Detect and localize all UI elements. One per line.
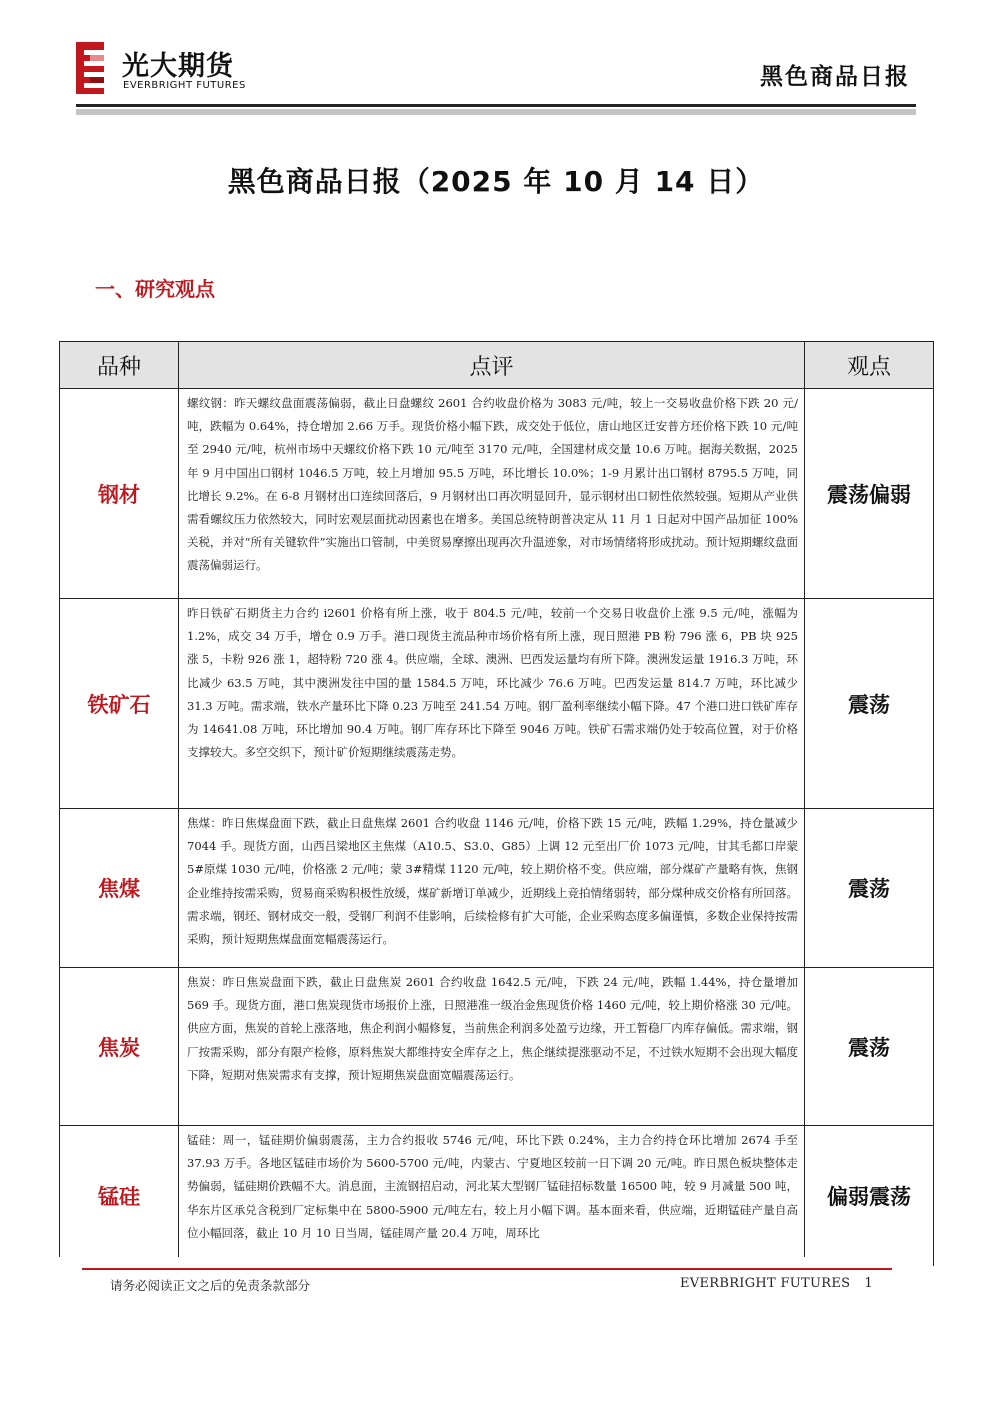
header-divider-shadow: [76, 109, 916, 115]
comment-cell: 焦煤：昨日焦煤盘面下跌，截止日盘焦煤 2601 合约收盘 1146 元/吨，价格下跌 15 元/吨，跌幅 1.29%，持仓量减少 7044 手。现货方面，山西吕梁地区主焦煤（A10.5、S3.0、G85）上调 12 元至出厂价 1073 元/吨，甘其毛都口岸蒙 5#原煤 1030 元/吨，价格涨 2 元/吨；蒙 3#精煤 1120 元/吨，较上期价格不变。供应端，部分煤矿产量略有恢，焦钢企业维持按需采购，贸易商采购积极性放缓，煤矿新增订单减少，近期线上竞拍情绪弱转，部分煤种成交价格有所回落。需求端，钢坯、钢材成交一般，受钢厂利润不佳影响，后续检修有扩大可能，企业采购态度多偏谨慎，多数企业保持按需采购，预计短期焦煤盘面宽幅震荡运行。: [179, 809, 805, 968]
table-row: [60, 1126, 934, 1266]
view-cell: 偏弱震荡: [805, 1126, 934, 1266]
footer-disclaimer: 请务必阅读正文之后的免责条款部分: [110, 1278, 311, 1293]
page-number: 1: [864, 1276, 873, 1291]
header-divider: [76, 104, 916, 107]
table-row: [60, 389, 934, 599]
logo-name-en: EVERBRIGHT FUTURES: [123, 80, 246, 91]
footer-company-name: EVERBRIGHT FUTURES: [680, 1276, 851, 1291]
variety-cell: 焦煤: [60, 809, 179, 968]
header-comment: 点评: [179, 342, 805, 389]
company-logo: [76, 42, 276, 100]
everbright-logo-icon: [76, 42, 104, 94]
comment-cell: 螺纹钢：昨天螺纹盘面震荡偏弱，截止日盘螺纹 2601 合约收盘价格为 3083 元/吨，较上一交易收盘价格下跌 20 元/吨，跌幅为 0.64%，持仓增加 2.66 万手。现货价格小幅下跌，成交处于低位，唐山地区迁安普方坯价格下跌 10 元/吨至 2940 元/吨，杭州市场中天螺纹价格下跌 10 元/吨至 3170 元/吨，全国建材成交量 10.6 万吨。据海关数据，2025 年 9 月中国出口钢材 1046.5 万吨，较上月增加 95.5 万吨，环比增长 10.0%；1-9 月累计出口钢材 8795.5 万吨，同比增长 9.2%。在 6-8 月钢材出口连续回落后，9 月钢材出口再次明显回升，显示钢材出口韧性依然较强。短期从产业供需看螺纹压力依然较大，同时宏观层面扰动因素也在增多。美国总统特朗普决定从 11 月 1 日起对中国产品加征 100%关税，并对“所有关键软件”实施出口管制，中美贸易摩擦出现再次升温迹象，对市场情绪将形成扰动。预计短期螺纹盘面震荡偏弱运行。: [179, 389, 805, 599]
comment-cell: 焦炭：昨日焦炭盘面下跌，截止日盘焦炭 2601 合约收盘 1642.5 元/吨，下跌 24 元/吨，跌幅 1.44%，持仓量增加 569 手。现货方面，港口焦炭现货市场报价上涨，日照港准一级冶金焦现货价格 1460 元/吨，较上期价格涨 30 元/吨。供应方面，焦炭的首轮上涨落地，焦企利润小幅修复，当前焦企利润多处盈亏边缘，开工暂稳厂内库存偏低。需求端，钢厂按需采购，部分有限产检修，原料焦炭大都维持安全库存之上，焦企继续提涨驱动不足，不过铁水短期不会出现大幅度下降，短期对焦炭需求有支撑，预计短期焦炭盘面宽幅震荡运行。: [179, 968, 805, 1126]
table-row: [60, 968, 934, 1126]
page-break-mask: [59, 1257, 933, 1277]
view-cell: 震荡: [805, 809, 934, 968]
table-header-row: [60, 342, 934, 389]
view-cell: 震荡: [805, 968, 934, 1126]
document-title: 黑色商品日报（2025 年 10 月 14 日）: [227, 165, 765, 198]
comment-cell: 锰硅：周一，锰硅期价偏弱震荡，主力合约报收 5746 元/吨，环比下跌 0.24%，主力合约持仓环比增加 2674 手至 37.93 万手。各地区锰硅市场价为 5600-5700 元/吨，内蒙古、宁夏地区较前一日下调 20 元/吨。昨日黑色板块整体走势偏弱，锰硅期价跌幅不大。消息面，主流钢招启动，河北某大型钢厂锰硅招标数量 16500 吨，较 9 月减量 500 吨，华东片区承兑含税到厂定标集中在 5800-5900 元/吨左右，较上月小幅下调。基本面来看，供应端，近期锰硅产量自高位小幅回落，截止 10 月 10 日当周，锰硅周产量 20.4 万吨，周环比: [179, 1126, 805, 1266]
logo-name-cn: 光大期货: [122, 51, 234, 82]
variety-cell: 锰硅: [60, 1126, 179, 1266]
variety-cell: 铁矿石: [60, 599, 179, 809]
view-cell: 震荡偏弱: [805, 389, 934, 599]
header-variety: 品种: [60, 342, 179, 389]
section-heading: 一、研究观点: [95, 277, 215, 301]
header-view: 观点: [805, 342, 934, 389]
variety-cell: 钢材: [60, 389, 179, 599]
variety-cell: 焦炭: [60, 968, 179, 1126]
table-row: [60, 599, 934, 809]
footer-company: [680, 1276, 873, 1291]
research-views-table: [59, 341, 934, 1266]
comment-cell: 昨日铁矿石期货主力合约 i2601 价格有所上涨，收于 804.5 元/吨，较前一个交易日收盘价上涨 9.5 元/吨，涨幅为 1.2%，成交 34 万手，增仓 0.9 万手。港口现货主流品种市场价格有所上涨，现日照港 PB 粉 796 涨 6，PB 块 925 涨 5，卡粉 926 涨 1，超特粉 720 涨 4。供应端，全球、澳洲、巴西发运量均有所下降。澳洲发运量 1916.3 万吨，环比减少 63.5 万吨，其中澳洲发往中国的量 1584.5 万吨，环比减少 76.6 万吨。巴西发运量 814.7 万吨，环比减少 31.3 万吨。需求端，铁水产量环比下降 0.23 万吨至 241.54 万吨。钢厂盈利率继续小幅下降。47 个港口进口铁矿库存为 14641.08 万吨，环比增加 90.4 万吨。钢厂库存环比下降至 9046 万吨。铁矿石需求端仍处于较高位置，对于价格支撑较大。多空交织下，预计矿价短期继续震荡走势。: [179, 599, 805, 809]
table-row: [60, 809, 934, 968]
footer-divider: [82, 1268, 892, 1270]
view-cell: 震荡: [805, 599, 934, 809]
header-report-name: 黑色商品日报: [760, 64, 910, 90]
